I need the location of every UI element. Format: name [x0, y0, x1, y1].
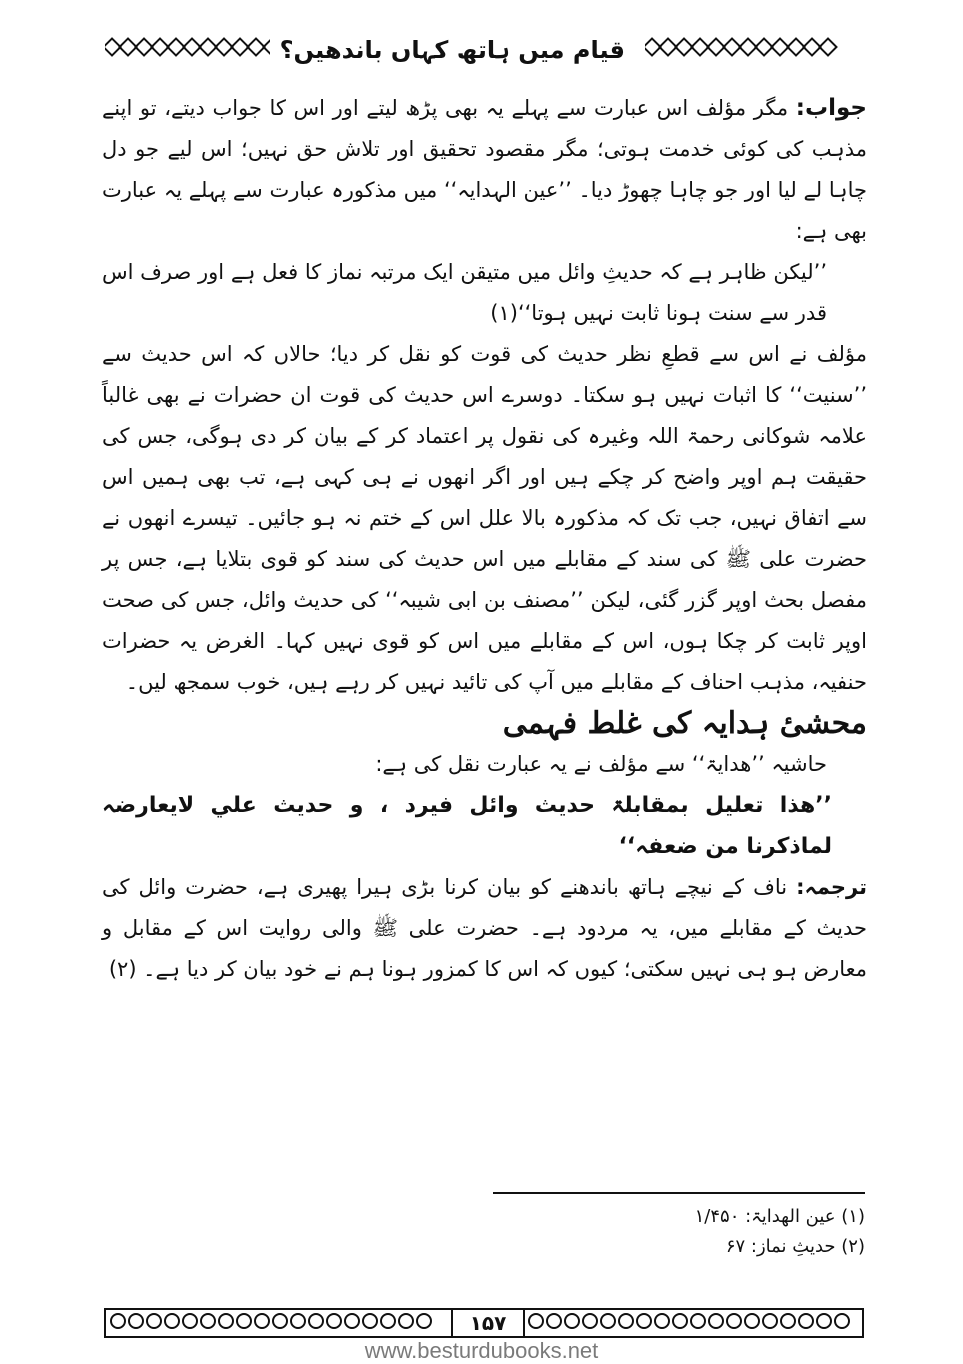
- page-footer: [104, 1308, 864, 1338]
- paragraph-1: مگر مؤلف اس عبارت سے پہلے یہ بھی پڑھ لیتے اور اس کا جواب دیتے، تو اپنے مذہب کی کوئی خدمت ہوتی؛ مگر مقصود تحقیق اور تلاش حق نہیں؛ اس لیے جو دل چاہا لے لیا اور جو چاہا چھوڑ دیا۔ ’’عین الہدایہ‘‘ میں مذکورہ عبارت سے پہلے یہ عبارت بھی ہے:: [102, 96, 867, 243]
- paragraph-3: حاشیہ ’’ھدایۃ‘‘ سے مؤلف نے یہ عبارت نقل کی ہے:: [375, 752, 827, 776]
- paragraph-answer: [102, 88, 867, 252]
- footer-ornament-left: [110, 1313, 440, 1333]
- paragraph-translation: [102, 867, 867, 990]
- section-title: محشیٔ ہدایہ کی غلط فہمی: [502, 706, 867, 741]
- arabic-quote: ’’ھذا تعلیل بمقابلۃ حدیث وائل فیرد ، و حدیث علي لایعارضہ لماذکرنا من ضعفہ‘‘: [102, 793, 832, 859]
- header-ornament-right: [645, 37, 865, 59]
- header-title: قیام میں ہاتھ کہاں باندھیں؟: [270, 30, 635, 70]
- translation-label: ترجمہ:: [796, 875, 867, 899]
- footnote-2: (۲) حدیثِ نماز: ۶۷: [725, 1236, 865, 1257]
- paragraph-4: ناف کے نیچے ہاتھ باندھنے کو بیان کرنا بڑی ہیرا پھیری ہے، حضرت وائل کی حدیث کے مقابلے میں، یہ مردود ہے۔ حضرت علی ﷺ والی روایت اس کے مقابل و معارض ہو ہی نہیں سکتی؛ کیوں کہ اس کا کمزور ہونا ہم نے خود بیان کر دیا ہے۔ (۲): [102, 875, 867, 981]
- footnotes: [493, 1202, 865, 1262]
- footnote-1: (۱) عین الھدایۃ: ۱/۴۵۰: [694, 1206, 865, 1227]
- running-header: [105, 30, 865, 70]
- answer-label: جواب:: [795, 95, 867, 121]
- footer-ornament-right: [528, 1313, 858, 1333]
- watermark-url: www.besturdubooks.net: [364, 1338, 599, 1363]
- paragraph-2: مؤلف نے اس سے قطعِ نظر حدیث کی قوت کو نقل کر دیا؛ حالاں کہ اس حدیث سے ’’سنیت‘‘ کا اثبات نہیں ہو سکتا۔ دوسرے اس حدیث کی قوت ان حضرات نے بھی غالباً علامہ شوکانی رحمۃ اللہ وغیرہ کی نقول پر اعتماد کر کے بیان کر دی ہوگی، جس کی حقیقت ہم اوپر واضح کر چکے ہیں اور اگر انھوں نے ہی کہی ہے، تب بھی ہمیں اس سے اتفاق نہیں، جب تک کہ مذکورہ بالا علل اس کے ختم نہ ہو جائیں۔ تیسرے انھوں نے حضرت علی ﷺ کی سند کے مقابلے میں اس حدیث کی سند کو قوی بتلایا ہے، جس پر مفصل بحث اوپر گزر گئی، لیکن ’’مصنف بن ابی شیبہ‘‘ کی حدیث وائل، جس کی صحت اوپر ثابت کر چکا ہوں، اس کے مقابلے میں اس کو قوی نہیں کہا۔ الغرض یہ حضرات حنفیہ، مذہب احناف کے مقابلے میں آپ کی تائید نہیں کر رہے ہیں، خوب سمجھ لیں۔: [102, 342, 867, 694]
- body-text: [102, 88, 867, 990]
- quote-1: ’’لیکن ظاہر ہے کہ حدیثِ وائل میں متیقن ایک مرتبہ نماز کا فعل ہے اور صرف اس قدر سے سنت ہونا ثابت نہیں ہوتا‘‘(۱): [102, 260, 827, 325]
- page-number: ۱۵۷: [451, 1310, 525, 1336]
- footnote-divider: [493, 1192, 865, 1194]
